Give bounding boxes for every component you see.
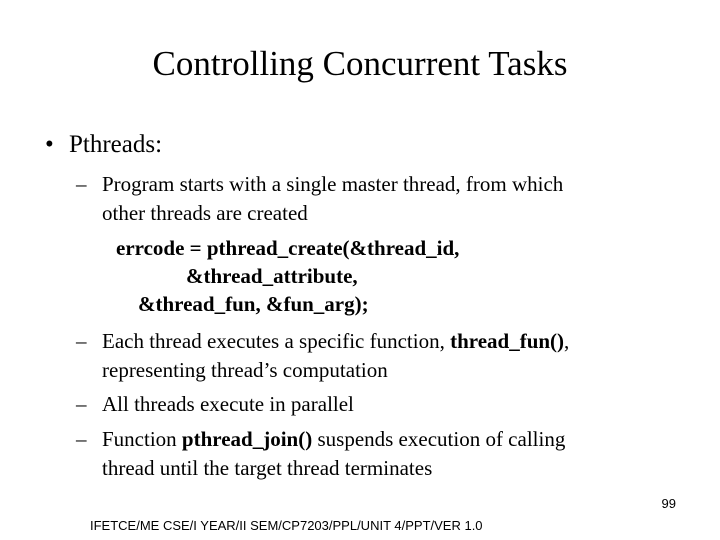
text-span: Each thread executes a specific function, <box>102 329 451 353</box>
text-span: Function <box>102 427 182 451</box>
dash-marker: – <box>76 329 87 353</box>
page-number: 99 <box>661 496 676 511</box>
code-line-2: &thread_attribute, <box>186 264 358 288</box>
sub-bullet-thread-fun <box>76 327 570 385</box>
slide-title: Controlling Concurrent Tasks <box>152 44 568 83</box>
sub-bullet-line: other threads are created <box>102 201 308 225</box>
sub-bullet-parallel <box>76 390 354 419</box>
function-name: thread_fun() <box>450 329 565 353</box>
sub-bullet-line: representing thread’s computation <box>102 358 388 382</box>
sub-bullet-line: Program starts with a single master thread, from which <box>102 172 564 196</box>
footer-text: IFETCE/ME CSE/I YEAR/II SEM/CP7203/PPL/UNIT 4/PPT/VER 1.0 <box>90 518 483 533</box>
bullet-marker: • <box>45 131 54 158</box>
sub-bullet-master-thread <box>76 170 564 228</box>
bullet-pthreads <box>45 131 162 159</box>
dash-marker: – <box>76 392 87 416</box>
sub-bullet-line <box>102 327 569 356</box>
sub-bullet-line <box>102 425 565 454</box>
dash-marker: – <box>76 172 87 196</box>
sub-bullet-line: All threads execute in parallel <box>102 392 354 416</box>
dash-marker: – <box>76 427 87 451</box>
text-span: suspends execution of calling <box>312 427 566 451</box>
function-name: pthread_join() <box>181 427 313 451</box>
bullet-text: Pthreads: <box>69 131 163 158</box>
sub-bullet-join <box>76 425 566 483</box>
text-span: , <box>564 329 570 353</box>
sub-bullet-line: thread until the target thread terminates <box>102 456 433 480</box>
code-line-1: errcode = pthread_create(&thread_id, <box>116 236 460 260</box>
code-line-3: &thread_fun, &fun_arg); <box>138 292 369 316</box>
